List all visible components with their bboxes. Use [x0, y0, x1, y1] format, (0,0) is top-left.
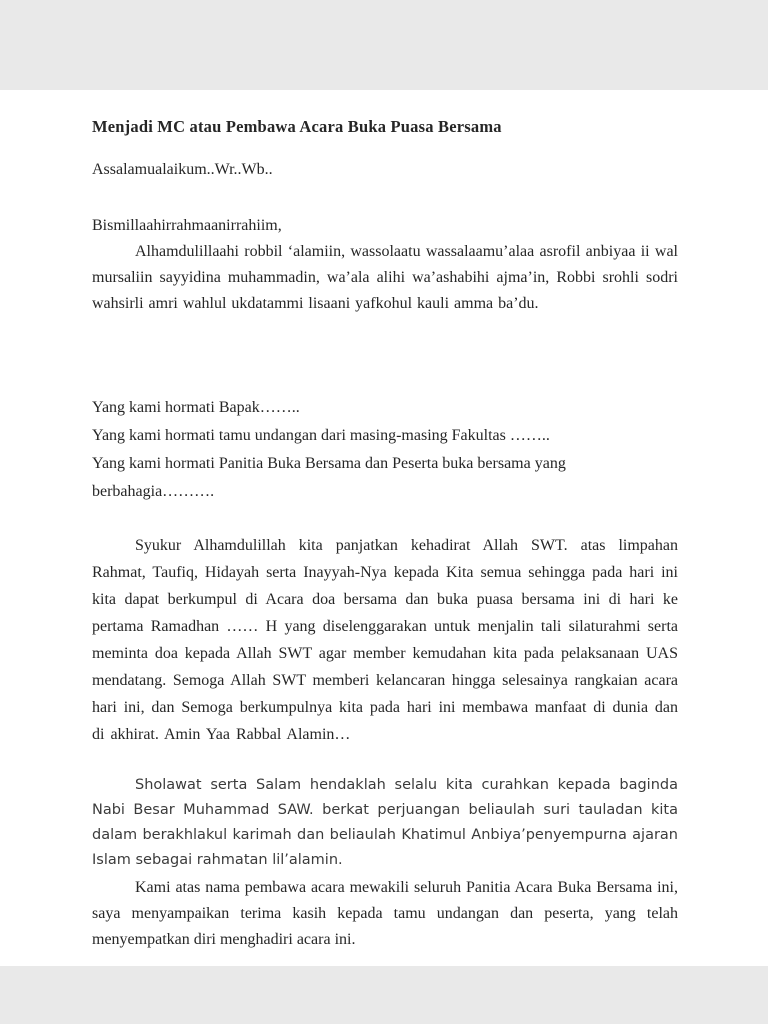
greeting-line-bapak: Yang kami hormati Bapak…….. [92, 399, 300, 416]
greetings-list [92, 394, 678, 506]
greeting-line-panitia: Yang kami hormati Panitia Buka Bersama dan Peserta buka bersama yang berbahagia………. [92, 455, 566, 500]
opening-prayer-paragraph: Alhamdulillaahi robbil ‘alamiin, wassolaatu wassalaamu’alaa asrofil anbiyaa ii wal mursaliin sayyidina muhammadin, wa’ala alihi wa’ashabihi ajma’in, Robbi srohli sodri wahsirli amri wahlul ukdatammi lisaani yafkohul kauli amma ba’du. [92, 243, 678, 312]
paragraph-sholawat: Sholawat serta Salam hendaklah selalu kita curahkan kepada baginda Nabi Besar Muhammad SAW. berkat perjuangan beliaulah suri tauladan kita dalam berakhlakul karimah dan beliaulah Khatimul Anbiya’penyempurna ajaran Islam sebagai rahmatan lil’alamin. [92, 777, 678, 868]
greeting-line-tamu-undangan: Yang kami hormati tamu undangan dari masing-masing Fakultas …….. [92, 427, 550, 444]
paragraph-terima-kasih: Kami atas nama pembawa acara mewakili seluruh Panitia Acara Buka Bersama ini, saya menyampaikan terima kasih kepada tamu undangan dan peserta, yang telah menyempatkan diri menghadiri acara ini. [92, 879, 678, 948]
paragraph-syukur: Syukur Alhamdulillah kita panjatkan kehadirat Allah SWT. atas limpahan Rahmat, Taufiq, Hidayah serta Inayyah-Nya kepada Kita semua sehingga pada hari ini kita dapat berkumpul di Acara doa bersama dan buka puasa bersama ini di hari ke pertama Ramadhan …… H yang diselenggarakan untuk menjalin tali silaturahmi serta meminta doa kepada Allah SWT agar member kemudahan kita pada pelaksanaan UAS mendatang. Semoga Allah SWT memberi kelancaran hingga selesainya rangkaian acara hari ini, dan Semoga berkumpulnya kita pada hari ini membawa manfaat di dunia dan di akhirat. Amin Yaa Rabbal Alamin… [92, 537, 678, 743]
salutation-line: Assalamualaikum..Wr..Wb.. [92, 161, 273, 178]
document-page [0, 90, 768, 966]
basmalah-line: Bismillaahirrahmaanirrahiim, [92, 217, 282, 234]
document-title: Menjadi MC atau Pembawa Acara Buka Puasa Bersama [92, 117, 502, 136]
